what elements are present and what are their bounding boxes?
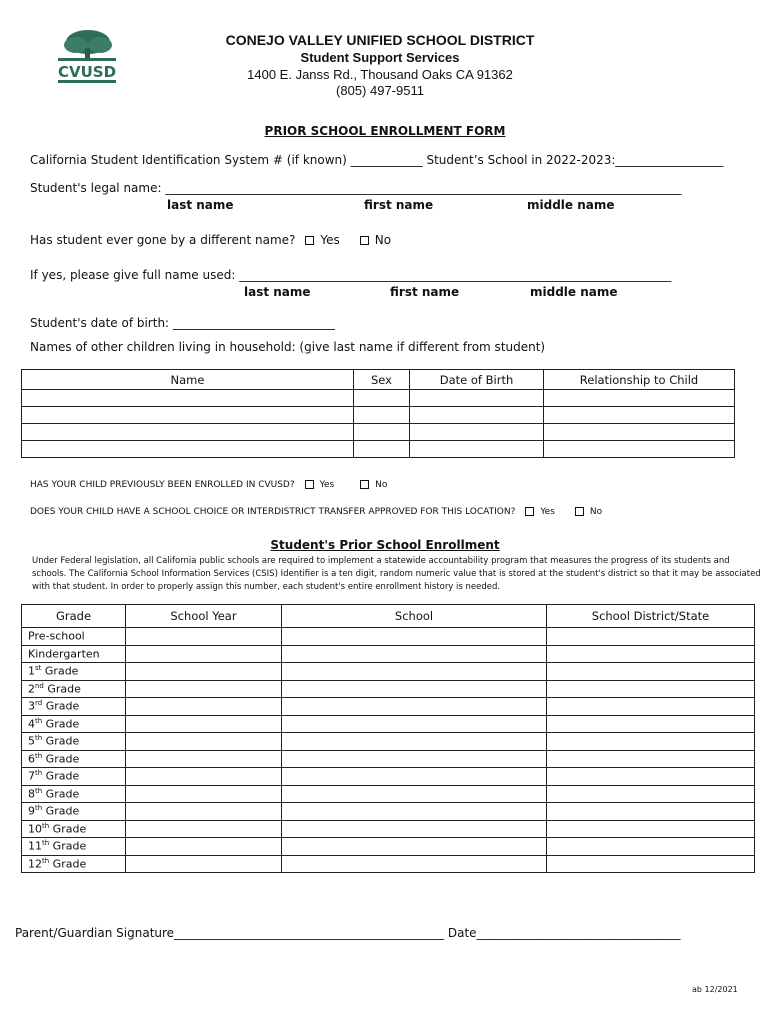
district-state-cell[interactable] bbox=[547, 645, 755, 663]
cvusd-logo bbox=[54, 28, 118, 86]
district-state-cell[interactable] bbox=[547, 663, 755, 681]
household-cell[interactable] bbox=[544, 441, 735, 458]
district-state-cell[interactable] bbox=[547, 698, 755, 716]
school-year-cell[interactable] bbox=[126, 750, 282, 768]
district-state-cell[interactable] bbox=[547, 768, 755, 786]
enrollment-table bbox=[21, 604, 755, 873]
csis-paragraph: Under Federal legislation, all California public schools are required to implement a statewide accountability program that measures the progress of its students and schools. The California School Information Services (CSIS) Identifier is a ten digit, random numeric value that is stored at the student's district so that it may be associated with that student. In order to properly assign this number, each student's entire enrollment history is needed. bbox=[32, 556, 761, 592]
grade-label: 9th Grade bbox=[22, 803, 126, 821]
prev-cvusd-no-checkbox[interactable] bbox=[360, 480, 369, 489]
school-year-cell[interactable] bbox=[126, 645, 282, 663]
table-row bbox=[22, 424, 735, 441]
school-year-cell[interactable] bbox=[126, 663, 282, 681]
school-cell[interactable] bbox=[282, 663, 547, 681]
enrollment-header-school: School bbox=[282, 605, 547, 628]
school-cell[interactable] bbox=[282, 733, 547, 751]
table-row bbox=[22, 750, 755, 768]
school-year-cell[interactable] bbox=[126, 628, 282, 646]
school-cell[interactable] bbox=[282, 768, 547, 786]
table-row bbox=[22, 390, 735, 407]
school-cell[interactable] bbox=[282, 838, 547, 856]
school-cell[interactable] bbox=[282, 855, 547, 873]
school-cell[interactable] bbox=[282, 820, 547, 838]
department-name: Student Support Services bbox=[300, 50, 460, 65]
grade-label: 3rd Grade bbox=[22, 698, 126, 716]
household-cell[interactable] bbox=[354, 390, 410, 407]
household-cell[interactable] bbox=[410, 441, 544, 458]
school-cell[interactable] bbox=[282, 698, 547, 716]
enrollment-header-row bbox=[22, 605, 755, 628]
table-row bbox=[22, 441, 735, 458]
household-cell[interactable] bbox=[410, 424, 544, 441]
household-header-row bbox=[22, 370, 735, 390]
district-state-cell[interactable] bbox=[547, 803, 755, 821]
grade-label: 8th Grade bbox=[22, 785, 126, 803]
school-year-cell[interactable] bbox=[126, 698, 282, 716]
school-year-cell[interactable] bbox=[126, 733, 282, 751]
used-first-name-label: first name bbox=[390, 285, 460, 299]
different-name-yes-label: Yes bbox=[320, 233, 340, 247]
district-state-cell[interactable] bbox=[547, 733, 755, 751]
table-row bbox=[22, 855, 755, 873]
table-row bbox=[22, 680, 755, 698]
grade-label: 6th Grade bbox=[22, 750, 126, 768]
household-cell[interactable] bbox=[354, 407, 410, 424]
table-row bbox=[22, 820, 755, 838]
school-year-cell[interactable] bbox=[126, 855, 282, 873]
prev-cvusd-question: HAS YOUR CHILD PREVIOUSLY BEEN ENROLLED IN CVUSD? bbox=[30, 480, 295, 490]
school-cell[interactable] bbox=[282, 715, 547, 733]
revision-label: ab 12/2021 bbox=[692, 985, 738, 994]
used-middle-name-label: middle name bbox=[530, 285, 618, 299]
grade-label: 1st Grade bbox=[22, 663, 126, 681]
household-cell[interactable] bbox=[354, 441, 410, 458]
enrollment-header-district-state: School District/State bbox=[547, 605, 755, 628]
grade-label: 10th Grade bbox=[22, 820, 126, 838]
used-last-name-label: last name bbox=[244, 285, 311, 299]
household-header-relationship: Relationship to Child bbox=[544, 370, 735, 390]
legal-middle-name-label: middle name bbox=[527, 198, 615, 212]
grade-label: Pre-school bbox=[22, 628, 126, 646]
household-cell[interactable] bbox=[354, 424, 410, 441]
household-cell[interactable] bbox=[22, 424, 354, 441]
grade-label: 5th Grade bbox=[22, 733, 126, 751]
district-state-cell[interactable] bbox=[547, 750, 755, 768]
legal-first-name-label: first name bbox=[364, 198, 434, 212]
school-year-cell[interactable] bbox=[126, 768, 282, 786]
ssid-line[interactable]: California Student Identification System # (if known) ____________ Student’s School in 2022-2023:__________________ bbox=[30, 153, 724, 167]
household-cell[interactable] bbox=[410, 390, 544, 407]
district-state-cell[interactable] bbox=[547, 855, 755, 873]
table-row bbox=[22, 785, 755, 803]
prev-cvusd-row bbox=[30, 480, 387, 490]
district-name: CONEJO VALLEY UNIFIED SCHOOL DISTRICT bbox=[225, 32, 535, 48]
different-name-yes-checkbox[interactable] bbox=[305, 236, 314, 245]
district-state-cell[interactable] bbox=[547, 838, 755, 856]
household-cell[interactable] bbox=[544, 407, 735, 424]
table-row bbox=[22, 733, 755, 751]
grade-label: 4th Grade bbox=[22, 715, 126, 733]
prior-enrollment-heading: Student's Prior School Enrollment bbox=[270, 538, 500, 552]
signature-line[interactable]: Parent/Guardian Signature_____________________________________________ Date__________________________________ bbox=[15, 926, 681, 940]
prev-cvusd-yes-label: Yes bbox=[319, 480, 335, 490]
district-state-cell[interactable] bbox=[547, 785, 755, 803]
household-cell[interactable] bbox=[22, 407, 354, 424]
grade-label: 12th Grade bbox=[22, 855, 126, 873]
school-year-cell[interactable] bbox=[126, 803, 282, 821]
district-phone: (805) 497-9511 bbox=[336, 83, 424, 98]
school-year-cell[interactable] bbox=[126, 820, 282, 838]
school-year-cell[interactable] bbox=[126, 785, 282, 803]
other-children-line: Names of other children living in household: (give last name if different from student) bbox=[30, 340, 546, 354]
transfer-yes-label: Yes bbox=[540, 507, 555, 517]
table-row bbox=[22, 663, 755, 681]
district-state-cell[interactable] bbox=[547, 628, 755, 646]
school-cell[interactable] bbox=[282, 785, 547, 803]
household-header-dob: Date of Birth bbox=[410, 370, 544, 390]
different-name-row bbox=[30, 233, 391, 247]
legal-name-line[interactable]: Student's legal name: ______________________________________________________________________________________ bbox=[30, 181, 682, 195]
household-cell[interactable] bbox=[544, 390, 735, 407]
table-row bbox=[22, 645, 755, 663]
district-state-cell[interactable] bbox=[547, 820, 755, 838]
svg-text:CVUSD: CVUSD bbox=[57, 63, 117, 81]
table-row bbox=[22, 698, 755, 716]
household-header-name: Name bbox=[22, 370, 354, 390]
prev-cvusd-yes-checkbox[interactable] bbox=[305, 480, 314, 489]
different-name-question: Has student ever gone by a different name? bbox=[30, 233, 296, 247]
school-cell[interactable] bbox=[282, 803, 547, 821]
school-year-cell[interactable] bbox=[126, 715, 282, 733]
transfer-row bbox=[30, 507, 602, 517]
grade-label: 11th Grade bbox=[22, 838, 126, 856]
district-state-cell[interactable] bbox=[547, 680, 755, 698]
grade-label: 2nd Grade bbox=[22, 680, 126, 698]
household-cell[interactable] bbox=[22, 390, 354, 407]
full-name-used-line[interactable]: If yes, please give full name used: ________________________________________________________________________ bbox=[30, 268, 672, 282]
school-cell[interactable] bbox=[282, 750, 547, 768]
grade-label: Kindergarten bbox=[22, 645, 126, 663]
household-table bbox=[21, 369, 735, 458]
dob-line[interactable]: Student's date of birth: ___________________________ bbox=[30, 316, 335, 330]
household-cell[interactable] bbox=[410, 407, 544, 424]
table-row bbox=[22, 768, 755, 786]
different-name-no-checkbox[interactable] bbox=[360, 236, 369, 245]
school-year-cell[interactable] bbox=[126, 680, 282, 698]
table-row bbox=[22, 838, 755, 856]
household-cell[interactable] bbox=[544, 424, 735, 441]
table-row bbox=[22, 715, 755, 733]
household-cell[interactable] bbox=[22, 441, 354, 458]
enrollment-header-grade: Grade bbox=[22, 605, 126, 628]
table-row bbox=[22, 407, 735, 424]
grade-label: 7th Grade bbox=[22, 768, 126, 786]
school-year-cell[interactable] bbox=[126, 838, 282, 856]
transfer-no-checkbox[interactable] bbox=[575, 507, 584, 516]
household-header-sex: Sex bbox=[354, 370, 410, 390]
table-row bbox=[22, 628, 755, 646]
prev-cvusd-no-label: No bbox=[375, 480, 388, 490]
transfer-question: DOES YOUR CHILD HAVE A SCHOOL CHOICE OR INTERDISTRICT TRANSFER APPROVED FOR THIS LOCATION? bbox=[30, 507, 516, 517]
enrollment-header-school-year: School Year bbox=[126, 605, 282, 628]
district-address: 1400 E. Janss Rd., Thousand Oaks CA 91362 bbox=[247, 67, 513, 82]
school-cell[interactable] bbox=[282, 645, 547, 663]
school-cell[interactable] bbox=[282, 680, 547, 698]
form-title: PRIOR SCHOOL ENROLLMENT FORM bbox=[264, 124, 506, 138]
transfer-no-label: No bbox=[589, 507, 603, 517]
legal-last-name-label: last name bbox=[167, 198, 234, 212]
table-row bbox=[22, 803, 755, 821]
different-name-no-label: No bbox=[374, 233, 392, 247]
school-cell[interactable] bbox=[282, 628, 547, 646]
district-state-cell[interactable] bbox=[547, 715, 755, 733]
transfer-yes-checkbox[interactable] bbox=[525, 507, 534, 516]
